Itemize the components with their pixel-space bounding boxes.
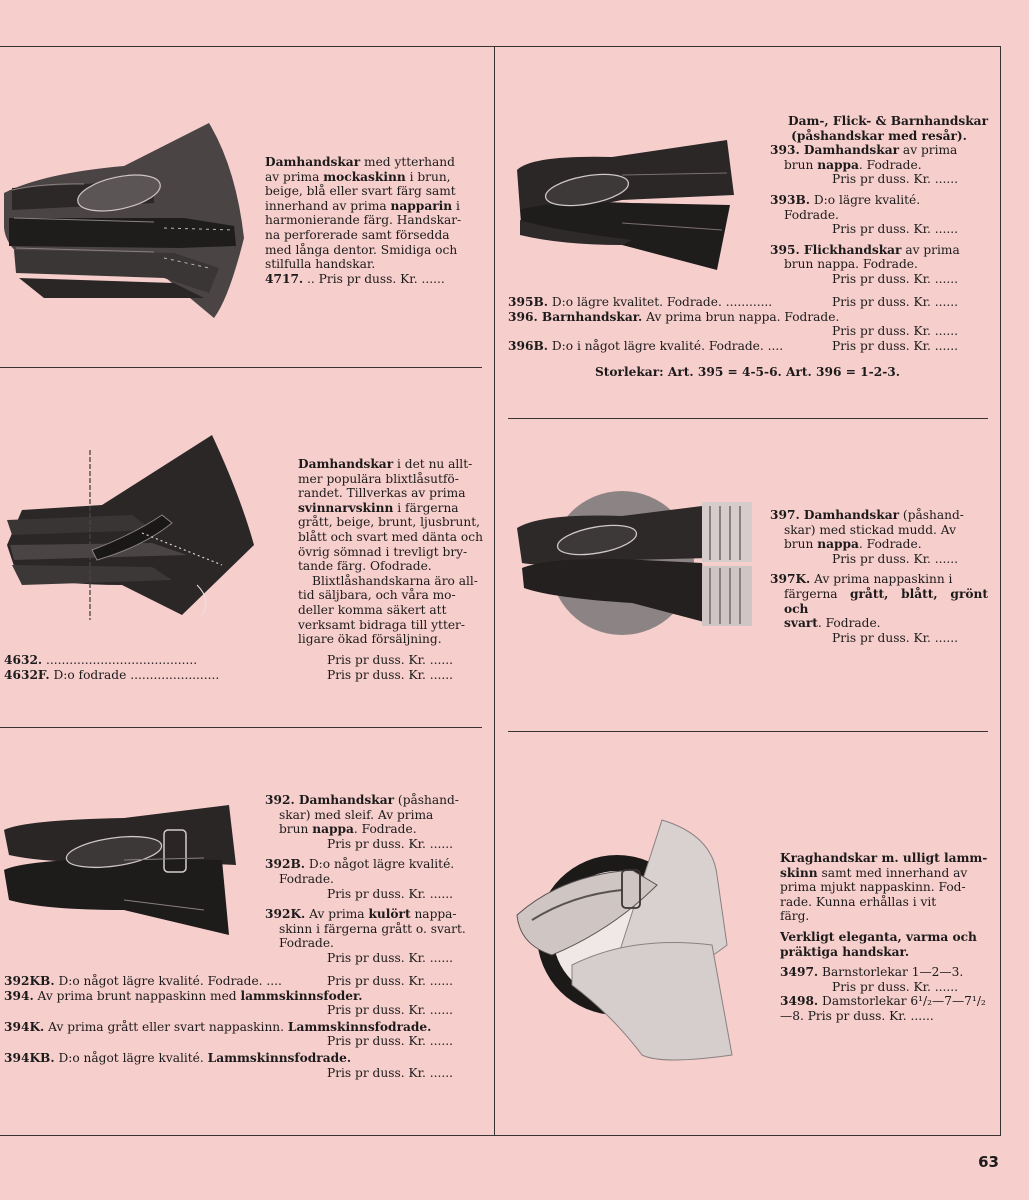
- price-line: Pris pr duss. Kr. ......: [832, 551, 959, 566]
- desc-text: brun: [784, 157, 818, 172]
- price-line: Pris pr duss. Kr. ......: [327, 653, 454, 667]
- desc-text: D:o något lägre kvalité.: [54, 1050, 208, 1065]
- desc-text: Lammskinnsfodrade.: [207, 1050, 352, 1065]
- desc-text: beige, blå eller svart färg samt: [265, 184, 456, 199]
- desc-text: i brun,: [405, 169, 451, 184]
- desc-text: brun: [784, 537, 818, 552]
- product-text-392: [265, 793, 483, 966]
- column-divider: [494, 46, 495, 1136]
- size-info: Storlekar: Art. 395 = 4-5-6. Art. 396 = 1-2-3.: [595, 365, 900, 380]
- desc-text: grått, blått, grönt och: [784, 586, 988, 616]
- product-text-397: [770, 508, 988, 645]
- desc-text: färgerna: [784, 586, 850, 601]
- article-number: 395.: [770, 242, 800, 257]
- desc-text: . Fodrade.: [817, 616, 881, 631]
- article-number: 394.: [4, 988, 34, 1003]
- article-number: 4632F.: [4, 667, 50, 682]
- desc-text: Av prima nappaskinn i: [810, 572, 953, 587]
- glove-image-3497: [512, 815, 762, 1065]
- price-line: Pris pr duss. Kr. ......: [327, 1065, 454, 1080]
- desc-text: med ytterhand: [360, 155, 455, 169]
- price-line: Pris pr duss. Kr. ......: [832, 295, 959, 309]
- product-name: Barnhandskar.: [537, 309, 643, 324]
- desc-text: —8.: [780, 1008, 804, 1023]
- desc-text: tid säljbara, och våra mo-: [298, 588, 456, 603]
- desc-text: D:o lägre kvalitet. Fodrade. ............: [547, 295, 777, 309]
- product-text-4632: [298, 457, 483, 647]
- desc-text: na perforerade samt försedda: [265, 227, 450, 242]
- desc-text: av prima: [899, 143, 958, 158]
- desc-text: nappa: [312, 822, 354, 837]
- desc-text: i det nu allt-: [393, 457, 473, 471]
- price-rows-395-396: [508, 295, 990, 380]
- article-number: 392KB.: [4, 974, 55, 988]
- desc-text: brun nappa. Fodrade.: [784, 257, 918, 272]
- desc-text: (påshand-: [394, 793, 459, 807]
- desc-text: mer populära blixtlåsutfö-: [298, 471, 459, 486]
- bottom-rule: [0, 1135, 1000, 1136]
- price-line: Pris pr duss. Kr. ......: [327, 1003, 454, 1018]
- left-row-divider-2: [0, 727, 482, 728]
- article-number: 393B.: [770, 192, 810, 207]
- price-line: Pris pr duss. Kr. ......: [832, 630, 959, 645]
- desc-text: Fodrade.: [279, 936, 334, 951]
- desc-text: Blixtlåshandskarna äro all-: [312, 573, 478, 588]
- tagline: präktiga handskar.: [780, 944, 910, 959]
- desc-text: övrig sömnad i trevligt bry-: [298, 544, 468, 559]
- desc-text: D:o fodrade: [49, 667, 127, 682]
- product-name: Damhandskar: [799, 508, 900, 522]
- right-rule: [1000, 46, 1001, 1136]
- price-line: Pris pr duss. Kr. ......: [803, 1008, 934, 1023]
- desc-text: ligare ökad försäljning.: [298, 632, 442, 647]
- article-number: 397.: [770, 508, 800, 522]
- right-row-divider-2: [508, 731, 988, 732]
- price-line: Pris pr duss. Kr. ......: [327, 974, 454, 988]
- article-number: 3497.: [780, 965, 819, 980]
- desc-text: svart: [784, 616, 818, 631]
- price-line: Pris pr duss. Kr. ......: [327, 836, 454, 851]
- desc-text: lammskinnsfoder.: [240, 988, 363, 1003]
- desc-text: harmonierande färg. Handskar-: [265, 213, 462, 228]
- desc-text: prima mjukt nappaskinn. Fod-: [780, 880, 966, 895]
- desc-text: rade. Kunna erhållas i vit: [780, 894, 937, 909]
- desc-text: napparin: [390, 198, 453, 213]
- desc-text: nappa: [817, 537, 859, 552]
- article-number: 396B.: [508, 338, 548, 353]
- product-text-393-396: [770, 114, 988, 287]
- product-name: Damhandskar: [298, 457, 394, 471]
- desc-text: randet. Tillverkas av prima: [298, 486, 466, 501]
- desc-text: ulligt lamm-: [902, 851, 988, 865]
- product-name: Damhandskar: [294, 793, 395, 807]
- desc-text: Av prima brun nappa. Fodrade.: [642, 309, 840, 324]
- desc-text: brun: [279, 822, 313, 837]
- article-number: 393.: [770, 143, 800, 158]
- price-line: Pris pr duss. Kr. ......: [327, 667, 454, 682]
- article-number: 4632.: [4, 653, 43, 667]
- desc-text: skinn i färgerna grått o. svart.: [279, 921, 466, 936]
- article-number: 3498.: [780, 994, 819, 1009]
- product-text-3497: [780, 851, 988, 1024]
- desc-text: D:o i något lägre kvalité. Fodrade. ....: [547, 338, 787, 353]
- leader-dots: .......................: [126, 667, 220, 682]
- price-line: Pris pr duss. Kr. ......: [832, 324, 959, 339]
- desc-text: Lammskinnsfodrade.: [287, 1019, 432, 1034]
- desc-text: . Fodrade.: [353, 822, 417, 837]
- desc-text: i färgerna: [393, 500, 459, 515]
- price-line: Pris pr duss. Kr. ......: [327, 1034, 454, 1049]
- desc-text: Damstorlekar 6¹/₂—7—7¹/₂: [818, 994, 986, 1009]
- price-line: Pris pr duss. Kr. ......: [327, 886, 454, 901]
- article-number: 396.: [508, 309, 538, 324]
- price-line: .. Pris pr duss. Kr. ......: [303, 271, 445, 286]
- product-name: Kraghandskar m.: [780, 851, 903, 865]
- desc-text: av prima: [265, 169, 324, 184]
- section-subheading: (påshandskar med resår).: [791, 128, 967, 143]
- article-number: 4717.: [265, 271, 304, 286]
- desc-text: innerhand av prima: [265, 198, 391, 213]
- price-line: Pris pr duss. Kr. ......: [832, 222, 959, 237]
- article-number: 392B.: [265, 857, 305, 872]
- desc-text: D:o lägre kvalité.: [809, 192, 921, 207]
- desc-text: mockaskinn: [323, 169, 406, 184]
- desc-text: D:o något lägre kvalité.: [304, 857, 455, 872]
- glove-image-4717: [4, 118, 254, 323]
- desc-text: Av prima brunt nappaskinn med: [33, 988, 241, 1003]
- desc-text: av prima: [901, 242, 960, 257]
- glove-image-392: [4, 800, 244, 950]
- desc-text: grått, beige, brunt, ljusbrunt,: [298, 515, 480, 530]
- glove-image-397: [512, 488, 757, 638]
- desc-text: färg.: [780, 909, 810, 924]
- desc-text: med långa dentor. Smidiga och: [265, 242, 458, 257]
- price-rows-392-394: [4, 974, 484, 1080]
- product-text-4717: [265, 155, 483, 286]
- tagline: Verkligt eleganta, varma och: [780, 929, 977, 944]
- price-line: Pris pr duss. Kr. ......: [832, 979, 959, 994]
- price-line: Pris pr duss. Kr. ......: [832, 338, 959, 353]
- top-rule: [0, 46, 1000, 47]
- glove-image-393: [512, 135, 742, 275]
- price-line: Pris pr duss. Kr. ......: [832, 271, 959, 286]
- desc-text: skar) med sleif. Av prima: [279, 807, 434, 822]
- desc-text: verksamt bidraga till ytter-: [298, 617, 465, 632]
- glove-image-4632: [2, 435, 257, 640]
- article-number: 395B.: [508, 295, 548, 309]
- leader-dots: .......................................: [42, 653, 198, 667]
- desc-text: nappa-: [410, 907, 457, 922]
- left-row-divider-1: [0, 367, 482, 368]
- desc-text: blått och svart med dänta och: [298, 529, 483, 544]
- desc-text: tande färg. Ofodrade.: [298, 559, 432, 574]
- article-number: 394K.: [4, 1019, 45, 1034]
- desc-text: kulört: [368, 907, 411, 922]
- article-number: 394KB.: [4, 1050, 55, 1065]
- price-line: Pris pr duss. Kr. ......: [832, 172, 959, 187]
- desc-text: Barnstorlekar 1—2—3.: [818, 965, 964, 980]
- article-number: 392K.: [265, 907, 306, 922]
- desc-text: stilfulla handskar.: [265, 257, 376, 272]
- desc-text: Fodrade.: [279, 871, 334, 886]
- article-number: 392.: [265, 793, 295, 807]
- section-heading: Dam-, Flick- & Barnhandskar: [788, 114, 988, 128]
- product-name: Damhandskar: [265, 155, 361, 169]
- desc-text: samt med innerhand av: [817, 865, 968, 880]
- desc-text: Av prima: [305, 907, 369, 922]
- price-rows-4632: [4, 653, 484, 682]
- desc-text: Fodrade.: [784, 207, 839, 222]
- desc-text: Av prima grått eller svart nappaskinn.: [44, 1019, 288, 1034]
- right-row-divider-1: [508, 418, 988, 419]
- desc-text: . Fodrade.: [858, 537, 922, 552]
- desc-text: svinnarvskinn: [298, 500, 394, 515]
- price-line: Pris pr duss. Kr. ......: [327, 950, 454, 965]
- desc-text: . Fodrade.: [858, 157, 922, 172]
- desc-text: skinn: [780, 865, 818, 880]
- page-number: 63: [978, 1153, 999, 1171]
- product-name: Damhandskar: [799, 143, 900, 158]
- desc-text: nappa: [817, 157, 859, 172]
- desc-text: D:o något lägre kvalité. Fodrade. ....: [54, 974, 286, 988]
- desc-text: (påshand-: [899, 508, 964, 522]
- desc-text: skar) med stickad mudd. Av: [784, 522, 956, 537]
- desc-text: i: [452, 198, 460, 213]
- product-name: Flickhandskar: [799, 242, 902, 257]
- article-number: 397K.: [770, 572, 811, 587]
- desc-text: deller komma säkert att: [298, 602, 447, 617]
